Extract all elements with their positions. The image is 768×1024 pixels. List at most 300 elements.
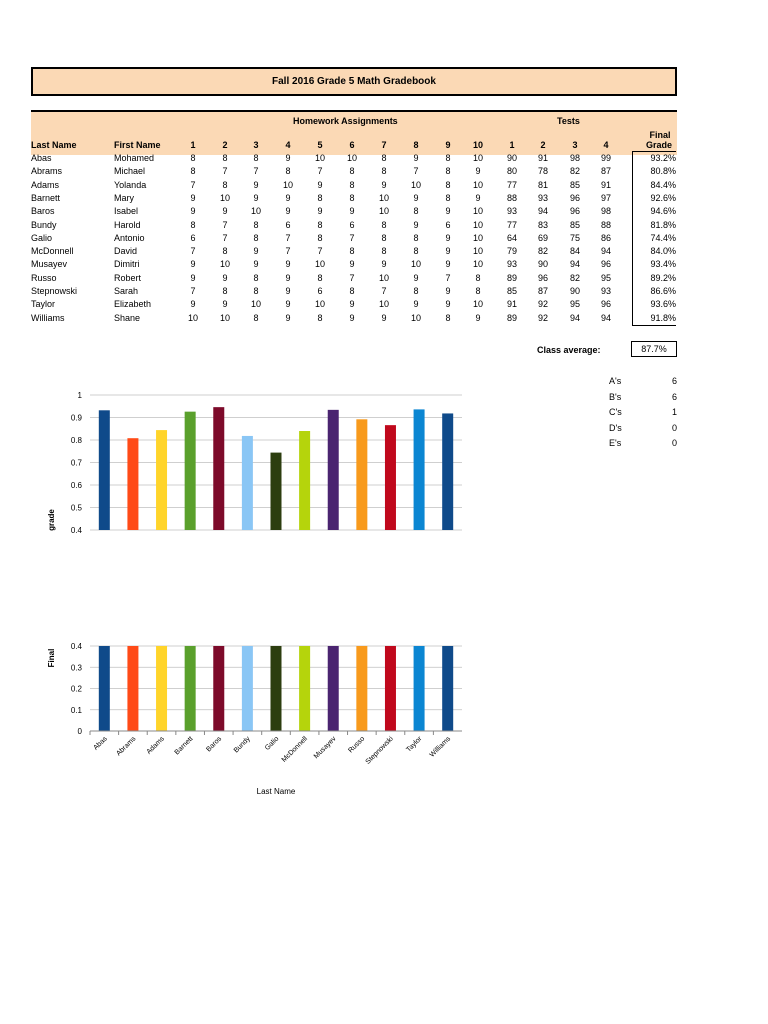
row-test-score: 85 bbox=[506, 286, 517, 296]
row-hw-score: 9 bbox=[349, 206, 355, 217]
grade-count-value: 0 bbox=[671, 438, 677, 448]
col-header-grade: Grade bbox=[645, 140, 672, 150]
y-tick-label: 0.4 bbox=[70, 642, 82, 651]
row-hw-score: 8 bbox=[445, 312, 451, 323]
row-hw-score: 8 bbox=[413, 286, 419, 296]
bar-baros bbox=[213, 407, 224, 530]
row-hw-score: 8 bbox=[253, 312, 259, 323]
bar-galio bbox=[271, 646, 282, 731]
row-first-name: Michael bbox=[114, 166, 146, 177]
row-final-grade: 91.8% bbox=[650, 312, 676, 323]
row-hw-score: 8 bbox=[190, 219, 196, 230]
row-hw-score: 8 bbox=[475, 286, 481, 296]
y-tick-label: 0.7 bbox=[70, 458, 82, 468]
y-tick-label: 0 bbox=[77, 727, 82, 736]
row-first-name: Robert bbox=[114, 272, 142, 283]
row-hw-score: 9 bbox=[317, 179, 323, 190]
tests-group-header: Tests bbox=[557, 116, 580, 126]
row-hw-score: 9 bbox=[381, 259, 387, 270]
row-hw-score: 9 bbox=[285, 153, 291, 163]
row-hw-score: 8 bbox=[475, 272, 481, 283]
bar-stepnowski bbox=[385, 425, 396, 530]
row-hw-score: 9 bbox=[285, 259, 291, 270]
row-test-score: 90 bbox=[506, 153, 517, 163]
row-test-score: 96 bbox=[569, 192, 580, 203]
row-hw-score: 7 bbox=[222, 232, 228, 243]
x-tick-label: Baros bbox=[205, 735, 224, 754]
row-hw-score: 8 bbox=[190, 153, 196, 163]
row-test-score: 88 bbox=[506, 192, 517, 203]
y-tick-label: 0.5 bbox=[70, 503, 82, 513]
row-hw-score: 8 bbox=[349, 286, 355, 296]
col-header-last-name: Last Name bbox=[31, 140, 77, 150]
col-header-hw-3: 3 bbox=[253, 140, 259, 150]
row-test-score: 78 bbox=[537, 166, 548, 177]
row-test-score: 91 bbox=[600, 179, 611, 190]
row-hw-score: 8 bbox=[253, 219, 259, 230]
row-last-name: Bundy bbox=[31, 219, 57, 230]
x-tick-label: McDonnell bbox=[280, 735, 310, 764]
col-header-hw-1: 1 bbox=[190, 140, 196, 150]
y-tick-label: 0.8 bbox=[70, 436, 82, 445]
x-tick-label: Abrams bbox=[115, 735, 138, 758]
y-tick-label: 0.6 bbox=[70, 481, 82, 490]
row-final-grade: 86.6% bbox=[650, 286, 676, 296]
row-test-score: 97 bbox=[600, 192, 611, 203]
row-test-score: 95 bbox=[600, 272, 611, 283]
row-hw-score: 8 bbox=[381, 246, 387, 257]
row-hw-score: 9 bbox=[222, 299, 228, 310]
row-hw-score: 10 bbox=[250, 299, 261, 310]
row-hw-score: 9 bbox=[285, 206, 291, 217]
row-hw-score: 9 bbox=[285, 286, 291, 296]
row-test-score: 82 bbox=[537, 246, 548, 257]
final-grade-chart-bottom bbox=[40, 630, 480, 810]
row-last-name: Barnett bbox=[31, 192, 61, 203]
row-final-grade: 94.6% bbox=[650, 206, 676, 217]
row-hw-score: 9 bbox=[349, 299, 355, 310]
row-first-name: David bbox=[114, 246, 138, 257]
row-hw-score: 9 bbox=[413, 219, 419, 230]
col-header-final: Final bbox=[649, 130, 671, 140]
row-last-name: Williams bbox=[31, 312, 65, 323]
row-hw-score: 9 bbox=[253, 179, 259, 190]
bar-adams bbox=[156, 646, 167, 731]
row-test-score: 98 bbox=[600, 206, 611, 217]
x-axis-label: Last Name bbox=[256, 787, 296, 796]
row-hw-score: 9 bbox=[222, 206, 228, 217]
bar-abrams bbox=[127, 438, 138, 530]
row-hw-score: 7 bbox=[190, 179, 196, 190]
col-header-test-3: 3 bbox=[572, 140, 578, 150]
row-first-name: Antonio bbox=[114, 232, 145, 243]
row-last-name: Stepnowski bbox=[31, 286, 78, 296]
bar-baros bbox=[213, 646, 224, 731]
row-hw-score: 7 bbox=[349, 232, 355, 243]
grade-count-value: 1 bbox=[671, 407, 677, 417]
row-hw-score: 10 bbox=[410, 259, 421, 270]
row-test-score: 96 bbox=[537, 272, 548, 283]
row-hw-score: 9 bbox=[445, 246, 451, 257]
bar-abas bbox=[99, 410, 110, 530]
x-tick-label: Bundy bbox=[232, 735, 252, 755]
y-tick-label: 0.9 bbox=[70, 413, 82, 423]
class-average-value: 87.7% bbox=[631, 341, 677, 357]
row-hw-score: 7 bbox=[190, 286, 196, 296]
col-header-hw-8: 8 bbox=[413, 140, 419, 150]
row-first-name: Yolanda bbox=[114, 179, 147, 190]
row-last-name: Abrams bbox=[31, 166, 63, 177]
col-header-hw-7: 7 bbox=[381, 140, 387, 150]
row-hw-score: 10 bbox=[187, 312, 198, 323]
grade-count-value: 0 bbox=[671, 422, 677, 433]
row-hw-score: 7 bbox=[190, 246, 196, 257]
y-tick-label: 0.4 bbox=[70, 526, 82, 535]
row-hw-score: 9 bbox=[190, 299, 196, 310]
col-header-test-1: 1 bbox=[509, 140, 515, 150]
bar-taylor bbox=[414, 646, 425, 731]
row-test-score: 82 bbox=[569, 166, 580, 177]
row-hw-score: 9 bbox=[190, 259, 196, 270]
bar-williams bbox=[442, 413, 453, 530]
col-header-hw-6: 6 bbox=[349, 140, 355, 150]
row-hw-score: 8 bbox=[222, 179, 228, 190]
row-hw-score: 8 bbox=[253, 153, 259, 163]
row-test-score: 99 bbox=[600, 153, 611, 163]
bar-russo bbox=[356, 419, 367, 530]
col-header-test-2: 2 bbox=[540, 140, 546, 150]
row-hw-score: 7 bbox=[413, 166, 419, 177]
row-test-score: 84 bbox=[569, 246, 580, 257]
final-grade-column-border bbox=[632, 151, 676, 326]
row-hw-score: 8 bbox=[445, 153, 451, 163]
row-hw-score: 9 bbox=[413, 272, 419, 283]
bar-taylor bbox=[414, 409, 425, 530]
row-hw-score: 9 bbox=[285, 299, 291, 310]
row-first-name: Elizabeth bbox=[114, 299, 152, 310]
row-hw-score: 10 bbox=[378, 299, 389, 310]
row-hw-score: 7 bbox=[285, 246, 291, 257]
row-final-grade: 92.6% bbox=[650, 192, 676, 203]
x-tick-label: Adams bbox=[145, 735, 166, 756]
bar-mcdonnell bbox=[299, 431, 310, 530]
row-hw-score: 9 bbox=[285, 272, 291, 283]
bar-barnett bbox=[185, 412, 196, 530]
class-average-label: Class average: bbox=[537, 345, 601, 355]
row-hw-score: 8 bbox=[317, 272, 323, 283]
row-hw-score: 7 bbox=[349, 272, 355, 283]
x-tick-label: Williams bbox=[428, 735, 453, 759]
row-hw-score: 8 bbox=[445, 179, 451, 190]
row-hw-score: 9 bbox=[475, 312, 481, 323]
x-tick-label: Russo bbox=[347, 735, 367, 755]
row-hw-score: 8 bbox=[349, 246, 355, 257]
row-last-name: Adams bbox=[31, 179, 60, 190]
row-hw-score: 10 bbox=[472, 246, 483, 257]
row-hw-score: 10 bbox=[378, 206, 389, 217]
row-hw-score: 9 bbox=[413, 299, 419, 310]
row-hw-score: 7 bbox=[222, 219, 228, 230]
row-final-grade: 89.2% bbox=[650, 272, 676, 283]
bar-abrams bbox=[127, 646, 138, 731]
bar-williams bbox=[442, 646, 453, 731]
row-hw-score: 9 bbox=[349, 312, 355, 323]
x-tick-label: Abas bbox=[92, 735, 109, 752]
row-final-grade: 84.4% bbox=[650, 179, 676, 190]
row-hw-score: 10 bbox=[472, 232, 483, 243]
row-first-name: Harold bbox=[114, 219, 141, 230]
row-first-name: Mohamed bbox=[114, 153, 155, 163]
row-test-score: 94 bbox=[569, 312, 580, 323]
bar-adams bbox=[156, 430, 167, 530]
row-hw-score: 8 bbox=[222, 286, 228, 296]
row-hw-score: 8 bbox=[285, 166, 291, 177]
row-hw-score: 10 bbox=[346, 153, 357, 163]
row-hw-score: 8 bbox=[413, 206, 419, 217]
row-hw-score: 8 bbox=[413, 246, 419, 257]
row-final-grade: 81.8% bbox=[650, 219, 676, 230]
row-hw-score: 8 bbox=[253, 286, 259, 296]
row-hw-score: 10 bbox=[472, 299, 483, 310]
row-hw-score: 6 bbox=[285, 219, 291, 230]
row-hw-score: 7 bbox=[317, 246, 323, 257]
row-test-score: 69 bbox=[537, 232, 548, 243]
row-test-score: 75 bbox=[569, 232, 580, 243]
row-test-score: 92 bbox=[537, 312, 548, 323]
row-hw-score: 9 bbox=[190, 272, 196, 283]
row-hw-score: 10 bbox=[282, 179, 293, 190]
row-test-score: 90 bbox=[569, 286, 580, 296]
row-hw-score: 10 bbox=[378, 192, 389, 203]
grade-count-label: E's bbox=[609, 438, 622, 448]
row-test-score: 96 bbox=[600, 299, 611, 310]
row-hw-score: 8 bbox=[381, 166, 387, 177]
row-test-score: 94 bbox=[537, 206, 548, 217]
bar-musayev bbox=[328, 646, 339, 731]
row-test-score: 93 bbox=[506, 206, 517, 217]
row-hw-score: 9 bbox=[381, 179, 387, 190]
row-hw-score: 10 bbox=[472, 179, 483, 190]
grade-count-label: D's bbox=[609, 422, 622, 433]
row-test-score: 79 bbox=[506, 246, 517, 257]
bar-abas bbox=[99, 646, 110, 731]
row-test-score: 93 bbox=[506, 259, 517, 270]
row-last-name: Baros bbox=[31, 206, 55, 217]
row-hw-score: 9 bbox=[253, 246, 259, 257]
row-hw-score: 9 bbox=[445, 206, 451, 217]
row-hw-score: 9 bbox=[253, 192, 259, 203]
row-last-name: Taylor bbox=[31, 299, 56, 310]
row-test-score: 85 bbox=[569, 179, 580, 190]
row-last-name: Abas bbox=[31, 153, 52, 163]
row-hw-score: 10 bbox=[410, 179, 421, 190]
row-hw-score: 9 bbox=[445, 259, 451, 270]
row-test-score: 98 bbox=[569, 153, 580, 163]
y-tick-label: 0.1 bbox=[70, 705, 82, 715]
row-hw-score: 9 bbox=[222, 272, 228, 283]
row-hw-score: 7 bbox=[253, 166, 259, 177]
row-hw-score: 10 bbox=[314, 299, 325, 310]
row-hw-score: 9 bbox=[349, 259, 355, 270]
x-tick-label: Musayev bbox=[312, 735, 338, 761]
row-test-score: 77 bbox=[506, 179, 517, 190]
row-hw-score: 10 bbox=[410, 312, 421, 323]
row-test-score: 90 bbox=[537, 259, 548, 270]
row-hw-score: 7 bbox=[222, 166, 228, 177]
row-hw-score: 9 bbox=[475, 192, 481, 203]
row-test-score: 96 bbox=[600, 259, 611, 270]
bar-musayev bbox=[328, 410, 339, 530]
row-test-score: 64 bbox=[506, 232, 517, 243]
row-hw-score: 9 bbox=[413, 192, 419, 203]
y-tick-label: 0.3 bbox=[70, 663, 82, 673]
row-hw-score: 8 bbox=[190, 166, 196, 177]
row-test-score: 94 bbox=[600, 246, 611, 257]
row-hw-score: 9 bbox=[190, 192, 196, 203]
grade-count-label: C's bbox=[609, 407, 622, 417]
homework-group-header: Homework Assignments bbox=[293, 116, 398, 126]
row-hw-score: 8 bbox=[413, 232, 419, 243]
row-first-name: Dimitri bbox=[114, 259, 140, 270]
row-hw-score: 7 bbox=[381, 286, 387, 296]
col-header-first-name: First Name bbox=[114, 140, 161, 150]
row-test-score: 92 bbox=[537, 299, 548, 310]
row-hw-score: 8 bbox=[222, 246, 228, 257]
row-hw-score: 10 bbox=[472, 259, 483, 270]
bar-bundy bbox=[242, 436, 253, 530]
grade-count-value: 6 bbox=[671, 376, 677, 386]
row-test-score: 91 bbox=[506, 299, 517, 310]
x-tick-label: Taylor bbox=[405, 735, 424, 754]
y-axis-label: grade bbox=[47, 509, 56, 531]
bar-galio bbox=[271, 453, 282, 530]
row-hw-score: 8 bbox=[317, 192, 323, 203]
row-first-name: Sarah bbox=[114, 286, 139, 296]
row-final-grade: 93.4% bbox=[650, 259, 676, 270]
row-hw-score: 6 bbox=[445, 219, 451, 230]
row-hw-score: 10 bbox=[314, 153, 325, 163]
row-hw-score: 10 bbox=[378, 272, 389, 283]
row-test-score: 94 bbox=[569, 259, 580, 270]
x-tick-label: Stepnowski bbox=[364, 735, 395, 766]
gradebook-title: Fall 2016 Grade 5 Math Gradebook bbox=[31, 67, 677, 96]
col-header-hw-2: 2 bbox=[222, 140, 228, 150]
row-final-grade: 74.4% bbox=[650, 232, 676, 243]
x-tick-label: Galio bbox=[263, 735, 281, 752]
row-last-name: Galio bbox=[31, 232, 53, 243]
x-tick-label: Barnett bbox=[173, 735, 195, 757]
row-test-score: 94 bbox=[600, 312, 611, 323]
row-hw-score: 6 bbox=[190, 232, 196, 243]
row-hw-score: 8 bbox=[381, 232, 387, 243]
row-hw-score: 9 bbox=[445, 299, 451, 310]
row-hw-score: 8 bbox=[317, 232, 323, 243]
row-test-score: 82 bbox=[569, 272, 580, 283]
bar-barnett bbox=[185, 646, 196, 731]
row-hw-score: 8 bbox=[253, 272, 259, 283]
col-header-hw-10: 10 bbox=[472, 140, 483, 150]
row-test-score: 86 bbox=[600, 232, 611, 243]
row-final-grade: 84.0% bbox=[650, 246, 676, 257]
row-hw-score: 8 bbox=[381, 153, 387, 163]
row-hw-score: 9 bbox=[475, 166, 481, 177]
row-hw-score: 9 bbox=[317, 206, 323, 217]
row-test-score: 89 bbox=[506, 312, 517, 323]
row-hw-score: 9 bbox=[285, 312, 291, 323]
row-hw-score: 10 bbox=[472, 219, 483, 230]
row-hw-score: 10 bbox=[314, 259, 325, 270]
row-hw-score: 7 bbox=[285, 232, 291, 243]
row-hw-score: 8 bbox=[317, 219, 323, 230]
row-hw-score: 6 bbox=[317, 286, 323, 296]
grade-count-value: 6 bbox=[671, 391, 677, 402]
row-hw-score: 9 bbox=[445, 232, 451, 243]
row-hw-score: 8 bbox=[253, 232, 259, 243]
col-header-test-4: 4 bbox=[603, 140, 609, 150]
bar-mcdonnell bbox=[299, 646, 310, 731]
row-hw-score: 10 bbox=[250, 206, 261, 217]
row-last-name: Musayev bbox=[31, 259, 68, 270]
y-tick-label: 1 bbox=[77, 391, 82, 400]
row-last-name: Russo bbox=[31, 272, 57, 283]
row-hw-score: 9 bbox=[381, 312, 387, 323]
grade-count-label: A's bbox=[609, 376, 622, 386]
y-axis-label: Final bbox=[47, 648, 56, 668]
row-hw-score: 9 bbox=[445, 286, 451, 296]
row-hw-score: 9 bbox=[190, 206, 196, 217]
row-last-name: McDonnell bbox=[31, 246, 74, 257]
bar-stepnowski bbox=[385, 646, 396, 731]
row-hw-score: 9 bbox=[253, 259, 259, 270]
final-grade-chart-top bbox=[40, 380, 480, 535]
row-hw-score: 9 bbox=[285, 192, 291, 203]
row-final-grade: 93.6% bbox=[650, 299, 676, 310]
row-first-name: Shane bbox=[114, 312, 141, 323]
row-final-grade: 93.2% bbox=[650, 153, 676, 163]
row-test-score: 81 bbox=[537, 179, 548, 190]
y-tick-label: 0.2 bbox=[70, 684, 82, 694]
row-hw-score: 8 bbox=[317, 312, 323, 323]
bar-russo bbox=[356, 646, 367, 731]
row-test-score: 87 bbox=[537, 286, 548, 296]
row-hw-score: 8 bbox=[349, 166, 355, 177]
row-hw-score: 10 bbox=[219, 312, 230, 323]
row-test-score: 87 bbox=[600, 166, 611, 177]
grade-count-label: B's bbox=[609, 391, 622, 402]
row-test-score: 89 bbox=[506, 272, 517, 283]
col-header-hw-4: 4 bbox=[285, 140, 291, 150]
row-hw-score: 10 bbox=[472, 153, 483, 163]
col-header-hw-9: 9 bbox=[445, 140, 451, 150]
row-test-score: 85 bbox=[569, 219, 580, 230]
row-hw-score: 6 bbox=[349, 219, 355, 230]
row-hw-score: 8 bbox=[381, 219, 387, 230]
row-first-name: Mary bbox=[114, 192, 134, 203]
row-test-score: 93 bbox=[600, 286, 611, 296]
row-hw-score: 8 bbox=[349, 192, 355, 203]
row-test-score: 95 bbox=[569, 299, 580, 310]
row-test-score: 83 bbox=[537, 219, 548, 230]
row-hw-score: 8 bbox=[445, 166, 451, 177]
row-first-name: Isabel bbox=[114, 206, 139, 217]
bar-bundy bbox=[242, 646, 253, 731]
row-hw-score: 10 bbox=[472, 206, 483, 217]
row-test-score: 93 bbox=[537, 192, 548, 203]
row-test-score: 96 bbox=[569, 206, 580, 217]
row-hw-score: 7 bbox=[317, 166, 323, 177]
row-test-score: 77 bbox=[506, 219, 517, 230]
row-hw-score: 10 bbox=[219, 192, 230, 203]
